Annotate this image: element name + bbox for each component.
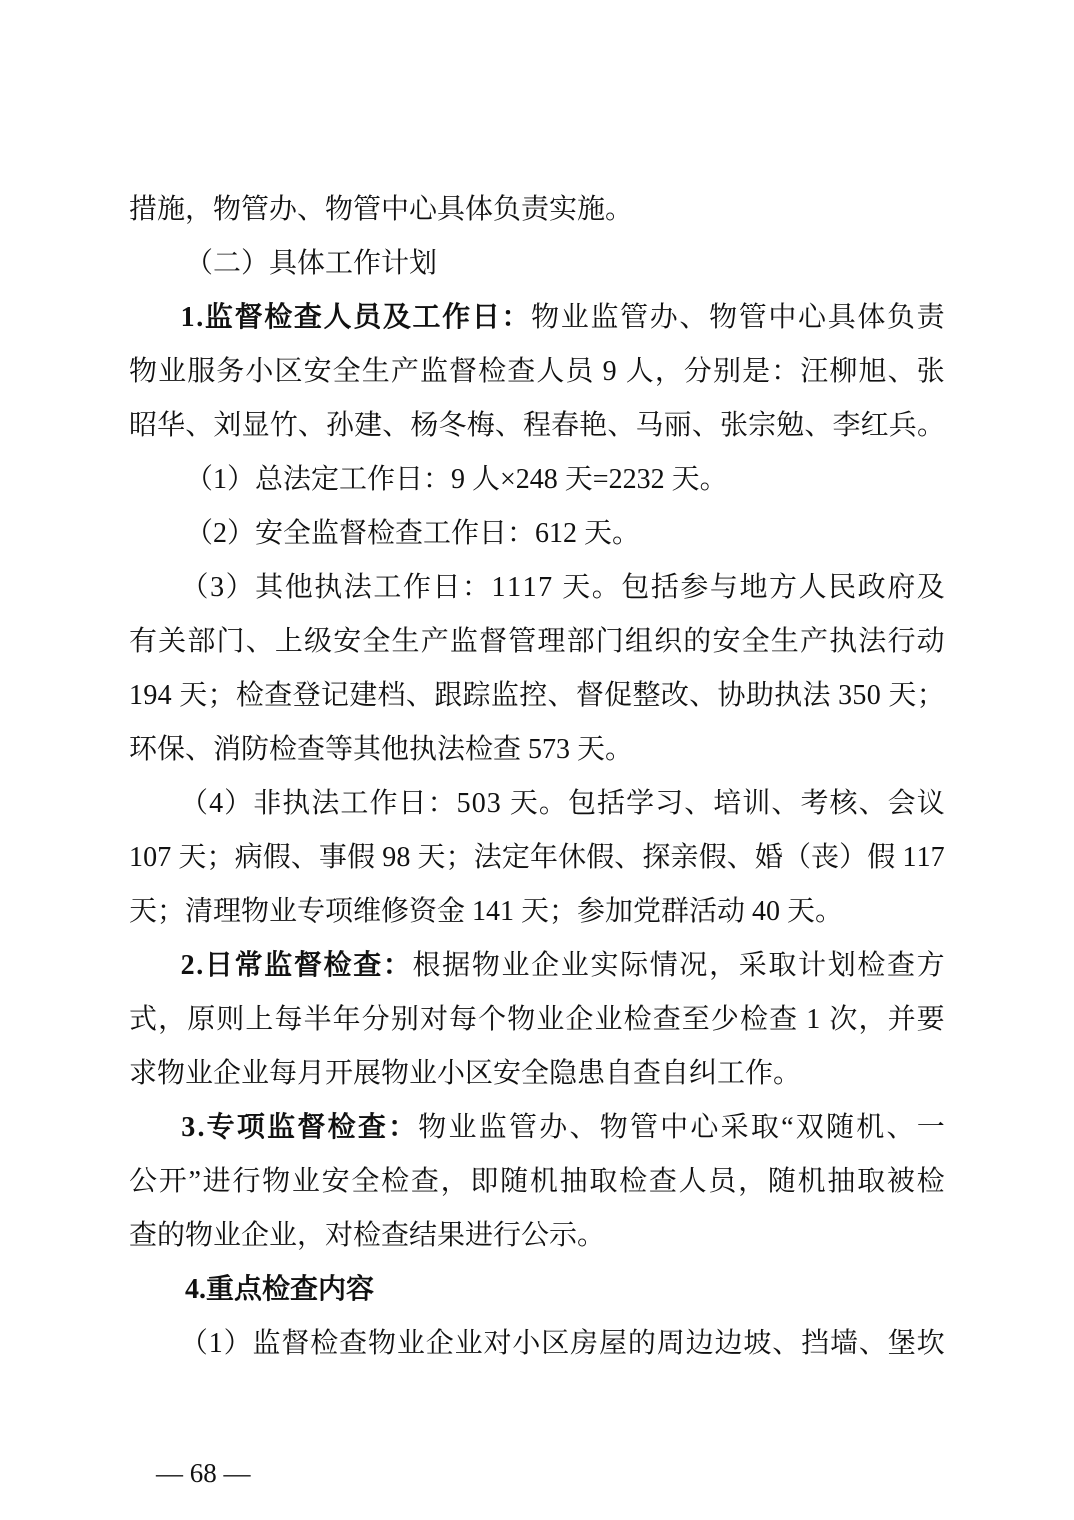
text-line: 1 9 4 天 ； 检 查 登 记 建 档 、 跟 踪 监 控 、 督 促 整 改 、 协 助 执 法 3 5 0 天 ； (129, 680, 945, 711)
text-block (129, 183, 945, 1371)
text-line: 4.重点检查内容 (185, 1274, 375, 1305)
text-line: 有 关 部 门 、 上 级 安 全 生 产 监 督 管 理 部 门 组 织 的 安 全 生 产 执 法 行 动 (129, 626, 945, 657)
text-line: 公 开 ” 进 行 物 业 安 全 检 查 ， 即 随 机 抽 取 检 查 人 员 ， 随 机 抽 取 被 检 (129, 1166, 945, 1197)
text-line: 1 . 监 督 检 查 人 员 及 工 作 日 ： 物 业 监 管 办 、 物 管 中 心 具 体 负 责 (129, 291, 945, 345)
text-line: 物 业 服 务 小 区 安 全 生 产 监 督 检 查 人 员 9 人 ， 分 别 是 ： 汪 柳 旭 、 张 (129, 356, 945, 387)
page-footer (129, 1392, 251, 1488)
text-line: 2 . 日 常 监 督 检 查 ： 根 据 物 业 企 业 实 际 情 况 ， 采 取 计 划 检 查 方 (129, 939, 945, 993)
text-line: 环保、消防检查等其他执法检查 573 天。 (129, 734, 634, 765)
text-line: （ 3 ） 其 他 执 法 工 作 日 ： 1 1 1 7 天 。 包 括 参 与 地 方 人 民 政 府 及 (129, 561, 945, 615)
text-line: 1 0 7 天 ； 病 假 、 事 假 9 8 天 ； 法 定 年 休 假 、 探 亲 假 、 婚 （ 丧 ） 假 1 1 7 (129, 842, 945, 873)
paragraph-indent (129, 973, 179, 974)
page-number: — 68 — (156, 1458, 251, 1488)
text-line: 式 ， 原 则 上 每 半 年 分 别 对 每 个 物 业 企 业 检 查 至 少 检 查 1 次 ， 并 要 (129, 1004, 945, 1035)
paragraph-indent (129, 1135, 179, 1136)
text-line: 查的物业企业，对检查结果进行公示。 (129, 1220, 606, 1251)
text-line: （2）安全监督检查工作日：612 天。 (185, 518, 641, 549)
text-line: 昭 华 、 刘 显 竹 、 孙 建 、 杨 冬 梅 、 程 春 艳 、 马 丽 、 张 宗 勉 、 李 红 兵 。 (129, 410, 945, 441)
text-line: 3 . 专 项 监 督 检 查 ： 物 业 监 管 办 、 物 管 中 心 采 取 “ 双 随 机 、 一 (129, 1101, 945, 1155)
text-line: （二）具体工作计划 (185, 248, 438, 279)
paragraph-indent (129, 325, 179, 326)
paragraph-indent (129, 1351, 179, 1352)
text-line: 天；清理物业专项维修资金 141 天；参加党群活动 40 天。 (129, 896, 844, 927)
text-line: （ 4 ） 非 执 法 工 作 日 ： 5 0 3 天 。 包 括 学 习 、 培 训 、 考 核 、 会 议 (129, 777, 945, 831)
paragraph-indent (129, 811, 179, 812)
paragraph-indent (129, 595, 179, 596)
text-line: （ 1 ） 监 督 检 查 物 业 企 业 对 小 区 房 屋 的 周 边 边 坡 、 挡 墙 、 堡 坎 (129, 1317, 945, 1371)
text-line: 措施，物管办、物管中心具体负责实施。 (129, 194, 634, 225)
text-line: 求物业企业每月开展物业小区安全隐患自查自纠工作。 (129, 1058, 802, 1089)
text-line: （1）总法定工作日：9 人×248 天=2232 天。 (185, 464, 728, 495)
